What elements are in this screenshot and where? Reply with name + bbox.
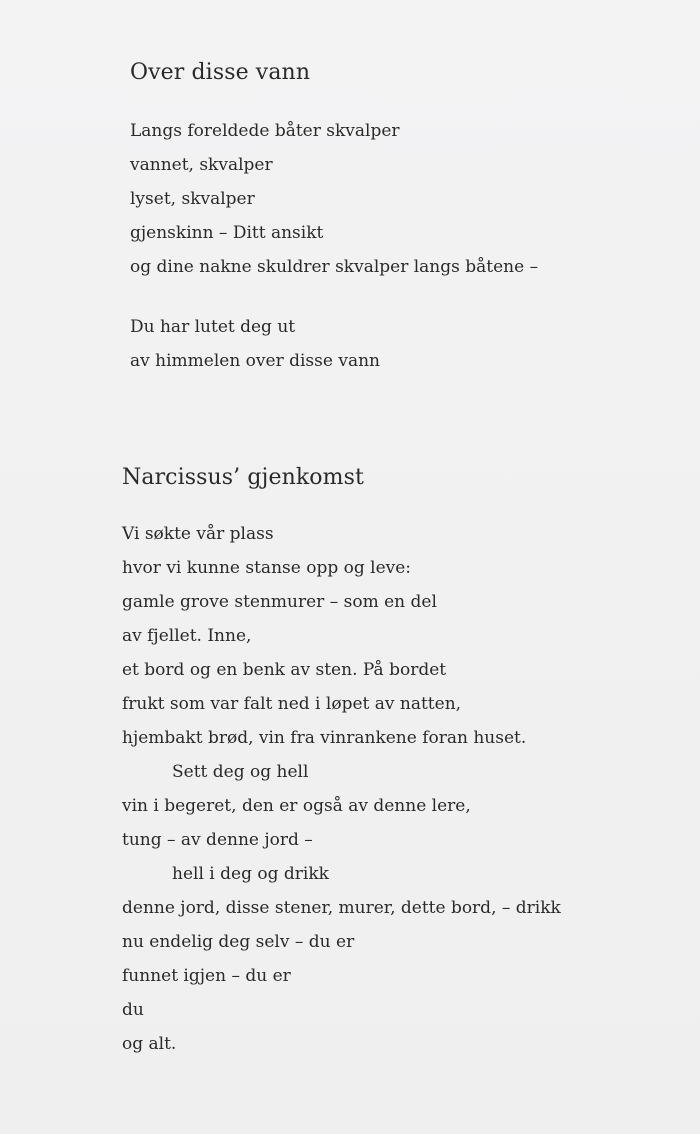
poem-line: og alt. [122,1034,177,1054]
poem-stanza [122,517,682,1061]
poem-line: Vi søkte vår plass [122,524,274,544]
poem-line: du [122,1000,144,1020]
poem-over-disse-vann [130,58,670,404]
poem-line-indented: hell i deg og drikk [172,864,329,884]
poem-line: nu endelig deg selv – du er [122,932,355,952]
poem-line: hvor vi kunne stanse opp og leve: [122,558,412,578]
poem-line: tung – av denne jord – [122,830,313,850]
poem-line: frukt som var falt ned i løpet av natten, [122,694,462,714]
poem-line: vannet, skvalper [130,155,273,175]
poem-line: et bord og en benk av sten. På bordet [122,660,447,680]
poem-line: denne jord, disse stener, murer, dette bord, – drikk [122,898,561,918]
poem-line: vin i begeret, den er også av denne lere, [122,796,471,816]
poem-line: Langs foreldede båter skvalper [130,121,400,141]
poem-line: av fjellet. Inne, [122,626,252,646]
poem-title: Narcissus’ gjenkomst [122,465,364,490]
poem-line: av himmelen over disse vann [130,351,380,371]
poem-stanza [130,114,670,284]
poem-line: Du har lutet deg ut [130,317,296,337]
poem-line: lyset, skvalper [130,189,255,209]
poem-line: hjembakt brød, vin fra vinrankene foran huset. [122,728,527,748]
poem-line-indented: Sett deg og hell [172,762,309,782]
poem-line: funnet igjen – du er [122,966,291,986]
poem-stanza [130,310,670,378]
poem-line: gjenskinn – Ditt ansikt [130,223,324,243]
poem-title: Over disse vann [130,60,311,85]
poem-narcissus-gjenkomst [122,463,682,1087]
poem-line: og dine nakne skuldrer skvalper langs båtene – [130,257,539,277]
poem-line: gamle grove stenmurer – som en del [122,592,437,612]
